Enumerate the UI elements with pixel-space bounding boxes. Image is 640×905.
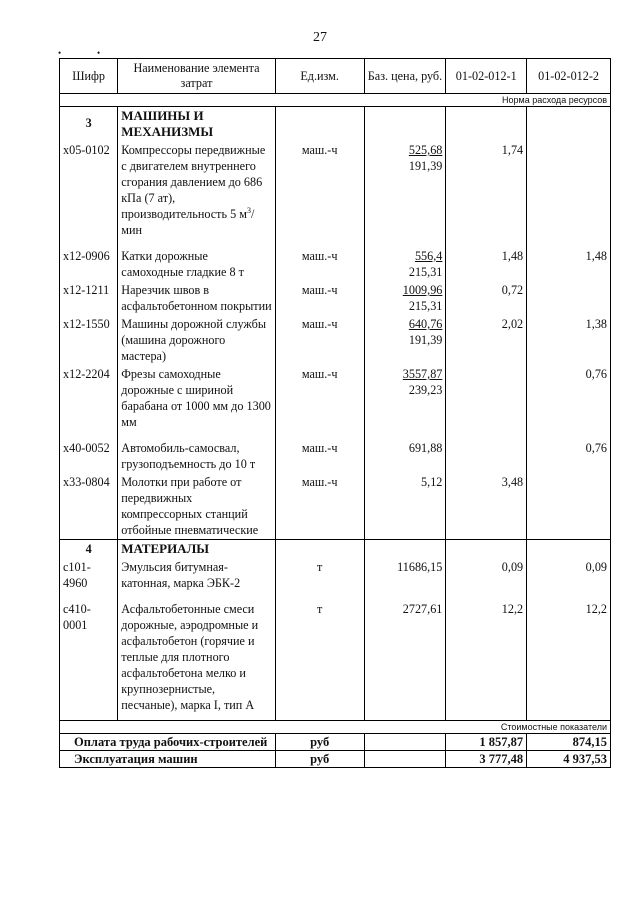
header-code-1: 01-02-012-1 [446, 59, 527, 94]
row-code: х33-0804 [60, 473, 118, 540]
resource-table [59, 58, 611, 768]
table-header-row [60, 59, 611, 94]
table-row [60, 141, 611, 239]
summary-unit: руб [275, 751, 364, 768]
band-row [60, 721, 611, 734]
section-row-materials [60, 540, 611, 559]
row-price: 691,88 [364, 439, 446, 473]
row-price: 525,68 191,39 [364, 141, 446, 239]
band-costs: Стоимостные показатели [60, 721, 611, 734]
row-name: Катки дорожные самоходные гладкие 8 т [118, 247, 275, 281]
row-unit: т [275, 600, 364, 714]
row-value-2: 0,76 [527, 365, 611, 431]
summary-label: Эксплуатация машин [60, 751, 276, 768]
section-number: 4 [60, 540, 118, 559]
row-price: 640,76 191,39 [364, 315, 446, 365]
row-name: Эмульсия битумная-катонная, марка ЭБК-2 [118, 558, 275, 592]
row-value-2 [527, 141, 611, 239]
header-base-price: Баз. цена, руб. [364, 59, 446, 94]
row-value-1: 1,74 [446, 141, 527, 239]
row-value-1: 0,09 [446, 558, 527, 592]
page-number: 27 [313, 30, 327, 45]
row-name: Асфальтобетонные смеси дорожные, аэродромные и асфальтобетон (горячие и теплые для плотного асфальтобетона мелко и крупнозернистые, песчаные), марка I, тип А [118, 600, 275, 714]
row-unit: маш.-ч [275, 141, 364, 239]
section-row-machines [60, 107, 611, 142]
summary-unit: руб [275, 734, 364, 751]
scan-mark: • [58, 48, 62, 58]
table-row [60, 365, 611, 431]
table-row [60, 247, 611, 281]
header-name: Наименование элемента затрат [118, 59, 275, 94]
row-price: 5,12 [364, 473, 446, 540]
table-row [60, 315, 611, 365]
table-row [60, 600, 611, 714]
row-value-1 [446, 365, 527, 431]
row-value-2: 1,38 [527, 315, 611, 365]
row-value-1 [446, 439, 527, 473]
row-value-2: 0,76 [527, 439, 611, 473]
header-unit: Ед.изм. [275, 59, 364, 94]
summary-row [60, 751, 611, 768]
row-code: с410-0001 [60, 600, 118, 714]
table-row [60, 558, 611, 592]
header-code-2: 01-02-012-2 [527, 59, 611, 94]
row-price: 556,4 215,31 [364, 247, 446, 281]
scan-mark: • [97, 48, 101, 58]
row-value-1: 1,48 [446, 247, 527, 281]
row-unit: маш.-ч [275, 281, 364, 315]
band-resources: Норма расхода ресурсов [60, 94, 611, 107]
table-row [60, 281, 611, 315]
row-name: Автомобиль-самосвал, грузоподъемность до 10 т [118, 439, 275, 473]
row-price: 2727,61 [364, 600, 446, 714]
row-unit: маш.-ч [275, 439, 364, 473]
header-cipher: Шифр [60, 59, 118, 94]
row-unit: маш.-ч [275, 315, 364, 365]
row-unit: маш.-ч [275, 365, 364, 431]
table-row [60, 473, 611, 540]
row-name: Нарезчик швов в асфальтобетонном покрытии [118, 281, 275, 315]
row-value-1: 2,02 [446, 315, 527, 365]
row-code: х12-2204 [60, 365, 118, 431]
row-code: х40-0052 [60, 439, 118, 473]
row-code: х12-1550 [60, 315, 118, 365]
row-unit: маш.-ч [275, 473, 364, 540]
row-unit: маш.-ч [275, 247, 364, 281]
row-value-2: 0,09 [527, 558, 611, 592]
row-value-1: 3,48 [446, 473, 527, 540]
summary-value-2: 4 937,53 [527, 751, 611, 768]
row-price: 11686,15 [364, 558, 446, 592]
band-row [60, 94, 611, 107]
row-value-2: 12,2 [527, 600, 611, 714]
summary-value-2: 874,15 [527, 734, 611, 751]
summary-row [60, 734, 611, 751]
row-code: с101-4960 [60, 558, 118, 592]
summary-label: Оплата труда рабочих-строителей [60, 734, 276, 751]
section-title: МАТЕРИАЛЫ [118, 540, 275, 559]
row-value-2 [527, 281, 611, 315]
row-value-2 [527, 473, 611, 540]
row-value-1: 0,72 [446, 281, 527, 315]
row-unit: т [275, 558, 364, 592]
row-value-2: 1,48 [527, 247, 611, 281]
row-price: 1009,96 215,31 [364, 281, 446, 315]
table-row [60, 439, 611, 473]
section-title: МАШИНЫ И МЕХАНИЗМЫ [118, 107, 275, 142]
row-code: х12-1211 [60, 281, 118, 315]
row-code: х05-0102 [60, 141, 118, 239]
summary-value-1: 3 777,48 [446, 751, 527, 768]
row-name: Компрессоры передвижные с двигателем внутреннего сгорания давлением до 686 кПа (7 ат), производительность 5 $м^3$/мин [118, 141, 275, 239]
row-name: Машины дорожной службы (машина дорожного мастера) [118, 315, 275, 365]
row-name: Фрезы самоходные дорожные с шириной барабана от 1000 мм до 1300 мм [118, 365, 275, 431]
summary-value-1: 1 857,87 [446, 734, 527, 751]
row-value-1: 12,2 [446, 600, 527, 714]
row-price: 3557,87 239,23 [364, 365, 446, 431]
row-code: х12-0906 [60, 247, 118, 281]
row-name: Молотки при работе от передвижных компрессорных станций отбойные пневматические [118, 473, 275, 540]
section-number: 3 [60, 107, 118, 142]
